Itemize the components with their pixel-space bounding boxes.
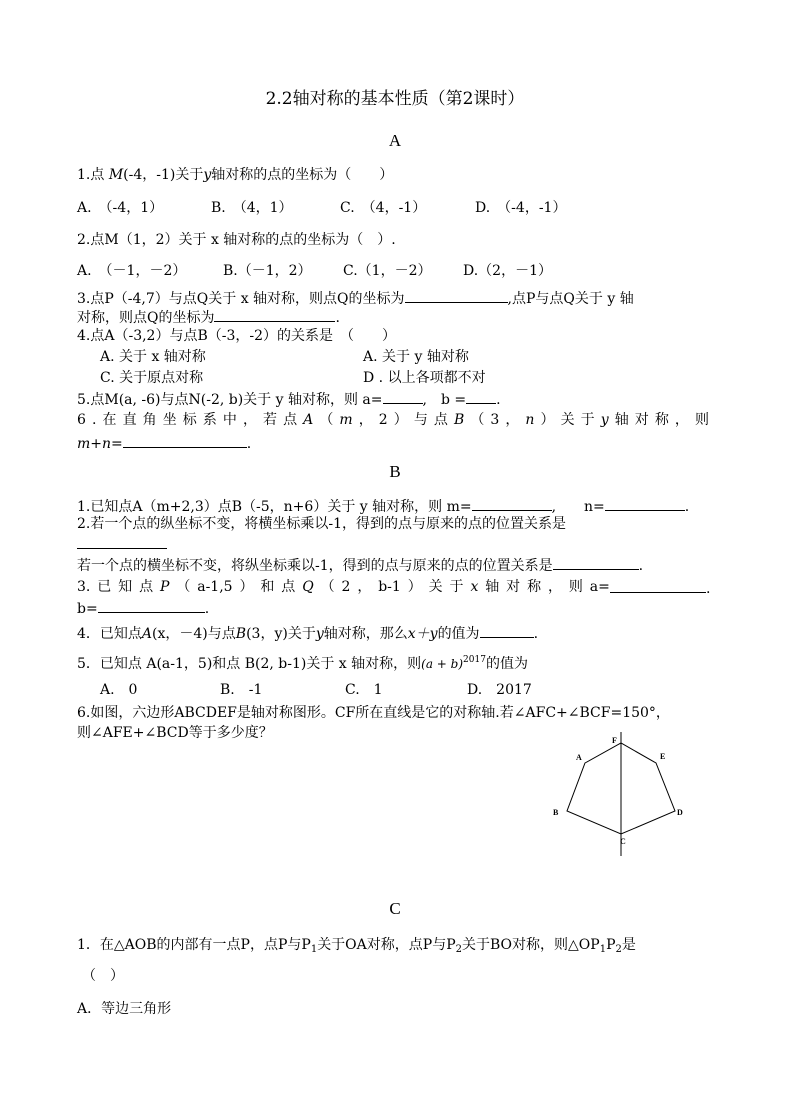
hexagon-figure xyxy=(540,732,700,860)
question-a2-option-c: C.（1，－2） xyxy=(343,263,432,279)
question-b5-option-b: B. -1 xyxy=(220,682,263,698)
question-b2-line2 xyxy=(77,534,167,554)
page-title: 2.2轴对称的基本性质（第2课时） xyxy=(265,89,525,109)
question-b5-option-d: D. 2017 xyxy=(467,682,532,698)
question-a3-line2: 对称，则点Q的坐标为 . xyxy=(77,307,340,327)
question-a4-option-b: A. 关于 y 轴对称 xyxy=(363,349,469,365)
text-token: 点 xyxy=(433,412,448,428)
text-token: ， xyxy=(242,412,257,428)
question-a6-line1 xyxy=(77,411,709,429)
text-token: 对 xyxy=(506,579,521,595)
text-token: 于 xyxy=(449,579,464,595)
text-token: B xyxy=(453,412,465,428)
text-token: 对 xyxy=(634,412,649,428)
text-token: b-1 xyxy=(378,579,401,595)
text-token: ， xyxy=(547,579,562,595)
text-token: 中 xyxy=(222,412,237,428)
text-token: 与 xyxy=(413,412,428,428)
text-token: 3. xyxy=(77,579,91,595)
text-token: 知 xyxy=(118,579,133,595)
text-token: 点 xyxy=(281,579,296,595)
text-token: x xyxy=(470,579,479,595)
text-token: 已 xyxy=(97,579,112,595)
answer-blank[interactable] xyxy=(610,578,706,593)
question-a4-option-d: D . 以上各项都不对 xyxy=(363,370,486,386)
label-e: E xyxy=(660,752,666,761)
text-token: ， xyxy=(674,412,689,428)
text-token: 角 xyxy=(142,412,157,428)
text-token: ） xyxy=(407,579,422,595)
text-token: （ xyxy=(176,579,191,595)
question-a1-option-c: C. （4，-1） xyxy=(340,200,427,216)
text-token: Q xyxy=(302,579,314,595)
question-b3-line2: b= . xyxy=(77,598,209,618)
text-token: . xyxy=(91,412,97,428)
text-token: 关 xyxy=(560,412,575,428)
text-token: 称 xyxy=(527,579,542,595)
question-b1: 1.已知点A（m+2,3）点B（-5，n+6）关于 y 轴对称，则 m= , n= . xyxy=(77,496,689,516)
question-b2-line1: 2.若一个点的纵坐标不变，将横坐标乘以-1，得到的点与原来的点的位置关系是 xyxy=(77,516,566,532)
text-token: 和 xyxy=(260,579,275,595)
question-c1-line2: （ ） xyxy=(82,968,124,984)
text-token: P xyxy=(159,579,170,595)
text-token: 2 xyxy=(341,579,351,595)
question-b6-line1: 6.如图，六边形ABCDEF是轴对称图形。CF所在直线是它的对称轴.若∠AFC+∠BCF=150°， xyxy=(77,705,670,721)
text-token: 于 xyxy=(580,412,595,428)
label-d: D xyxy=(677,808,683,817)
question-a5: 5.点M(a, -6)与点N(-2, b)关于 y 轴对称，则 a= , b = . xyxy=(77,389,501,409)
question-b2-line3: 若一个点的横坐标不变，将纵坐标乘以-1，得到的点与原来的点的位置关系是 . xyxy=(77,555,643,575)
question-b5: 5．已知点 A(a-1，5)和点 B(2, b-1)关于 x 轴对称，则$(a + b)^{2017}$的值为 xyxy=(77,655,528,672)
question-a4: 4.点A（-3,2）与点B（-3，-2）的关系是 （ ） xyxy=(77,328,397,344)
question-c1-line1: 1．在△AOB的内部有一点P，点P与$P_1$关于OA对称，点P与$P_2$关于BO对称，则$\triangle OP_1P_2$是 xyxy=(77,937,636,955)
question-a4-option-c: C. 关于原点对称 xyxy=(100,370,204,386)
answer-blank[interactable] xyxy=(480,623,534,638)
text-token: 关 xyxy=(428,579,443,595)
text-token: A xyxy=(303,412,314,428)
answer-blank[interactable] xyxy=(383,389,423,404)
text-token: ， xyxy=(358,412,373,428)
question-a2-option-a: A. （－1，－2） xyxy=(77,263,187,279)
question-b5-option-a: A. 0 xyxy=(100,682,138,698)
label-f: F xyxy=(612,736,617,745)
text-token: ， xyxy=(505,412,520,428)
text-token: ） xyxy=(239,579,254,595)
text-token: 若 xyxy=(263,412,277,428)
question-a6-line2: m+n= . xyxy=(77,433,251,453)
text-token: n xyxy=(525,412,535,428)
question-a1-option-b: B. （4，1） xyxy=(211,200,293,216)
label-c: C xyxy=(620,837,626,846)
answer-blank[interactable] xyxy=(605,496,685,511)
text-token: 点 xyxy=(283,412,298,428)
question-a3-line1: 3.点P（-4,7）与点Q关于 x 轴对称，则点Q的坐标为 ,点P与点Q关于 y 轴 xyxy=(77,288,634,308)
question-b3-line1 xyxy=(77,578,610,596)
question-a1-option-d: D. （-4，-1） xyxy=(475,200,567,216)
text-token: 3 xyxy=(490,412,500,428)
question-a2: 2.点M（1，2）关于 x 轴对称的点的坐标为（ ）. xyxy=(77,232,396,248)
answer-blank[interactable] xyxy=(472,496,552,511)
section-a-heading: A xyxy=(388,131,402,150)
question-b5-option-c: C. 1 xyxy=(345,682,383,698)
text-token: 标 xyxy=(182,412,197,428)
text-token: 则 xyxy=(568,579,583,595)
answer-blank[interactable] xyxy=(77,534,167,549)
label-b: B xyxy=(553,808,559,817)
section-b-heading: B xyxy=(389,462,401,481)
text-token: 系 xyxy=(202,412,217,428)
answer-blank[interactable] xyxy=(98,598,205,613)
text-token: 轴 xyxy=(485,579,500,595)
question-b3-blank: . xyxy=(610,578,710,598)
text-token: m xyxy=(339,412,353,428)
text-token: （ xyxy=(319,412,334,428)
text-token: 轴 xyxy=(614,412,629,428)
answer-blank[interactable] xyxy=(466,389,496,404)
text-token: 6 xyxy=(77,412,86,428)
question-b6-line2: 则∠AFE+∠BCD等于多少度？ xyxy=(77,725,273,741)
answer-blank[interactable] xyxy=(214,307,335,322)
question-a2-option-d: D.（2，－1） xyxy=(463,263,552,279)
text-token: 在 xyxy=(102,412,117,428)
section-c-heading: C xyxy=(389,899,401,918)
text-token: 直 xyxy=(122,412,137,428)
text-token: 2 xyxy=(378,412,388,428)
text-token: 坐 xyxy=(162,412,177,428)
text-token: ） xyxy=(540,412,555,428)
text-token: ） xyxy=(393,412,408,428)
text-token: 则 xyxy=(694,412,709,428)
text-token: a-1,5 xyxy=(197,579,233,595)
text-token: ， xyxy=(357,579,372,595)
text-token: 点 xyxy=(139,579,154,595)
question-c1-option-a: A．等边三角形 xyxy=(77,1001,172,1017)
question-b4: 4．已知点A(x，－4)与点B(3，y)关于y轴对称，那么x＋y的值为 . xyxy=(77,623,538,643)
question-a4-option-a: A. 关于 x 轴对称 xyxy=(100,349,206,365)
text-token: a= xyxy=(589,579,610,595)
question-a1-option-a: A. （-4，1） xyxy=(77,200,164,216)
question-a1: 1.点 M(-4，-1)关于y轴对称的点的坐标为（ ） xyxy=(77,167,394,183)
answer-blank[interactable] xyxy=(123,433,247,448)
answer-blank[interactable] xyxy=(553,555,639,570)
text-token: （ xyxy=(320,579,335,595)
question-a2-option-b: B.（－1，2） xyxy=(223,263,312,279)
answer-blank[interactable] xyxy=(405,288,508,303)
label-a: A xyxy=(576,753,582,762)
text-token: 称 xyxy=(654,412,669,428)
text-token: y xyxy=(600,412,609,428)
text-token: （ xyxy=(470,412,485,428)
